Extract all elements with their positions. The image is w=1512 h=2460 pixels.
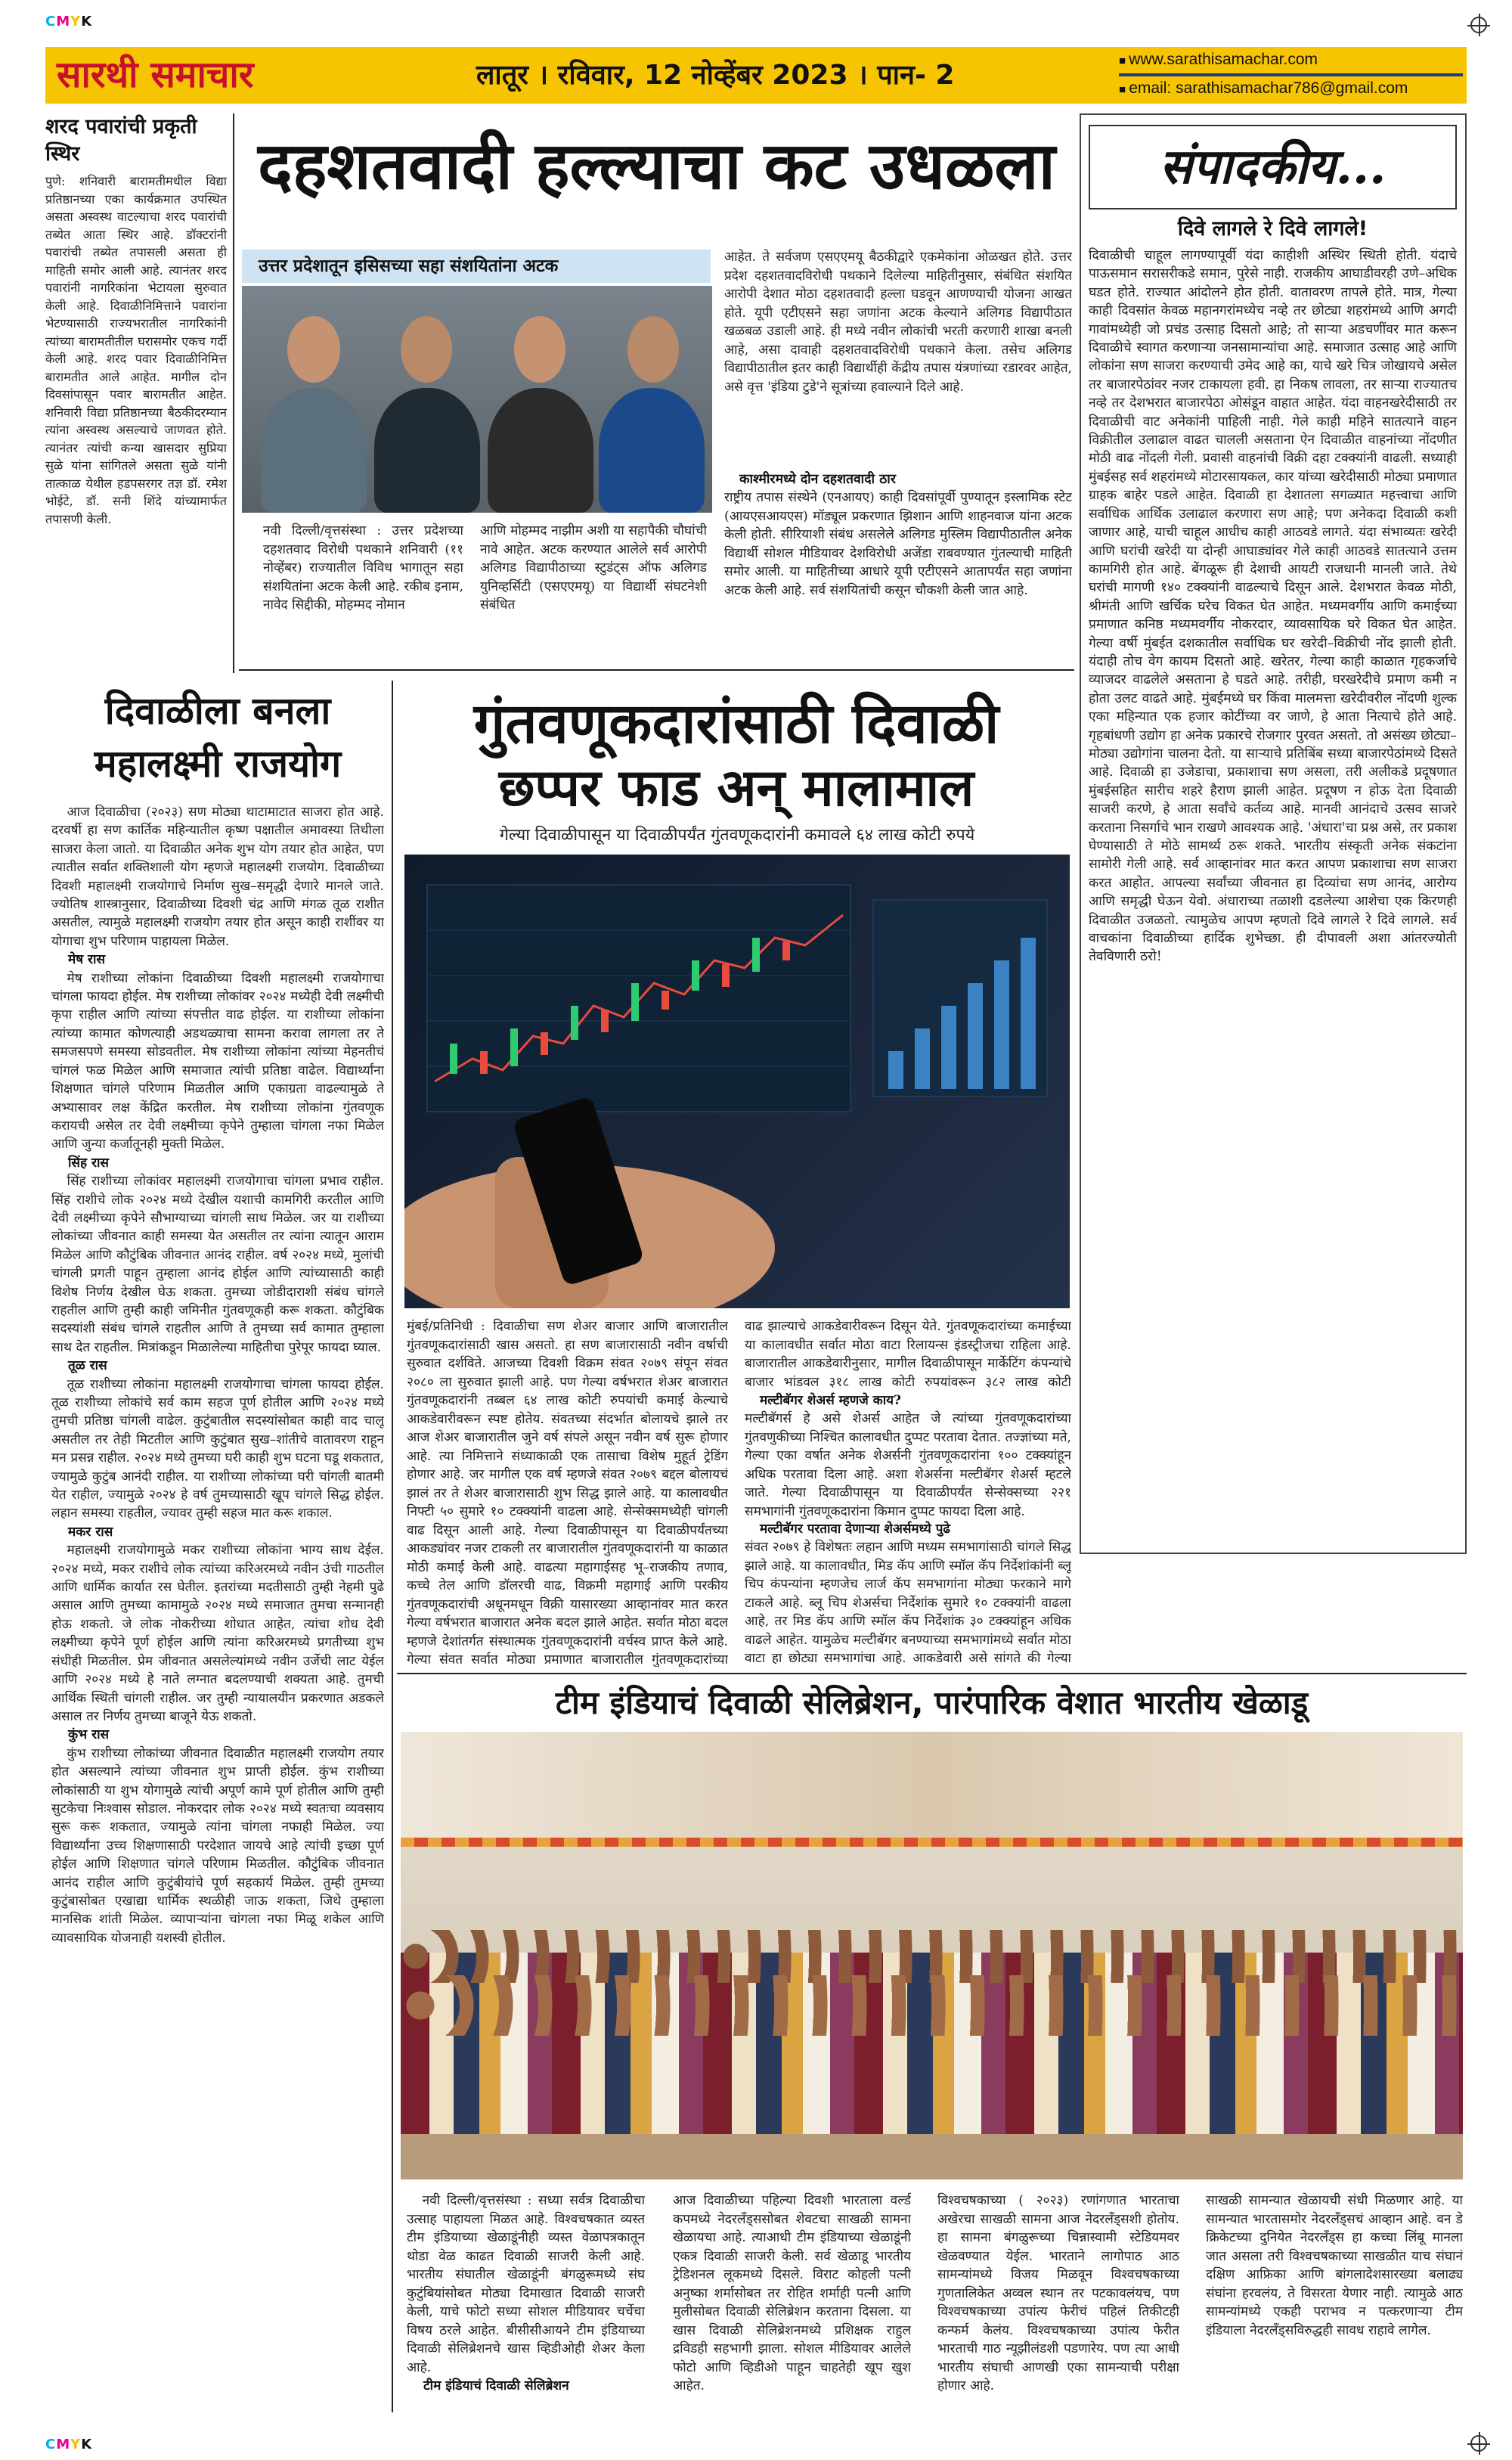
terror-col3-subhead: काश्मीरमध्ये दोन दहशतवादी ठार [739, 472, 896, 487]
cricket-col2: आज दिवाळीच्या पहिल्या दिवशी भारताला वर्ल्ड कपमध्ये नेदरलँड्ससोबत शेवटचा साखळी सामना खेळायचा आहे. त्याआधी टीम इंडियाच्या खेळाडूंनी एकत्र दिवाळी साजरी केली. सर्व खेळाडू भारतीय ट्रेडिशनल लूकमध्ये दिसले. विराट कोहली पत्नी अनुष्का शर्मासोबत तर रोहित शर्माही पत्नी आणि मुलीसोबत दिवाळी सेलिब्रेशन करताना दिसला. या खास दिवाळी सेलिब्रेशनमध्ये प्रशिक्षक राहुल द्रविडही सहभागी झाला. सोशल मीडियावर आलेले फोटो आणि व्हिडीओ पाहून चाहतेही खूप खुश आहेत. [673, 2193, 911, 2393]
dateline: लातूर । रविवार, 12 नोव्हेंबर 2023 । पान- 2 [476, 60, 955, 91]
section-divider [239, 669, 1074, 671]
terror-col3-text: आहेत. ते सर्वजण एसएएमयू बैठकीद्वारे एकमेकांना ओळखत होते. उत्तर प्रदेश दहशतवादविरोधी पथकाने दिलेल्या माहितीनुसार, संबंधित संशयित आरोपी देशात मोठा दहशतवादी हल्ला घडवून आणण्याची योजना आखत होते. यूपी एटीएसने सहा जणांना अटक केल्याने अलिगड विद्यापीठात खळबळ उडाली आहे. ही मध्ये नवीन लोकांची भरती करणारी शाखा बनली आहे, असा दावाही दहशतवादविरोधी पथकाने केला. तसेच अलिगड विद्यापीठातील इतर काही विद्यार्थीही केंद्रीय तपास यंत्रणांच्या रडारवर आहेत, असे वृत्त 'इंडिया टुडे'ने सूत्रांच्या हवाल्याने दिले आहे. [724, 250, 1072, 395]
astro-body [51, 803, 384, 2406]
stock-chart-photo [404, 855, 1070, 1308]
terror-col3b-text: राष्ट्रीय तपास संस्थेने (एनआयए) काही दिवसांपूर्वी पुण्यातून इस्लामिक स्टेट (आयएसआयएस) मॉड्यूल प्रकरणात झिशान आणि शाहनवाज यांना अटक केली होती. सीरियाशी संबंध असलेले अलिगड मुस्लिम विद्यापीठातील अनेक विद्यार्थी सोशल मीडियावर देशविरोधी अजेंडा राबवण्यात गुंतल्याची माहिती समोर आली. या माहितीच्या आधारे यूपी एटीएसने आतापर्यंत सहा जणांना अटक केली आहे. सर्व संशयितांची कसून चौकशी केली जात आहे. [724, 490, 1072, 598]
astro-sign-makar: मकर रास [68, 1524, 113, 1540]
cricket-headline: टीम इंडियाचं दिवाळी सेलिब्रेशन, पारंपारिक वेशात भारतीय खेळाडू [555, 1684, 1309, 1721]
terror-col3 [724, 248, 1072, 655]
market-col1: मुंबई/प्रतिनिधी : दिवाळीचा सण शेअर बाजार आणि बाजारातील गुंतवणूकदारांसाठी खास असतो. हा सण बाजारासाठी नवीन वर्षाची सुरुवात दर्शविते. आजच्या दिवशी विक्रम संवत २०७९ संपून संवत २०८० ला सुरुवात झाली आहे. पण गेल्या वर्षभरात शेअर बाजारात गुंतवणूकदारांनी तब्बल ६४ लाख कोटी रुपयांची कमाई केल्याचे आकडेवारीवरून स्पष्ट होतेय. संवतच्या संदर्भात बोलायचे झाले तर आज शेअर बाजारातील जुने वर्ष संपले असून नवीन वर्ष सुरू होणार आहे. त्या निमित्ताने संध्याकाळी एक तासाचा विशेष मुहूर्त ट्रेडिंग होणार आहे. जर मागील एक वर्ष म्हणजे संवत २०७९ बद्दल बोलायचं झालं तर ते शेअर बाजारासाठी शुभ सिद्ध झाले आहे. या कालावधीत निफ्टी ५० सुमारे १० टक्क्यांनी वाढला आहे. सेन्सेक्समध्येही चांगली वाढ दिसून आली आहे. गेल्या दिवाळीपासून या दिवाळीपर्यंतच्या आकड्यांवर नजर टाकली तर बाजारातील गुंतवणूकदारांनी या काळात मोठी कमाई केली आहे. वाढत्या महागाईसह भू–राजकीय तणाव, कच्चे तेल आणि डॉलरची वाढ, विक्रमी महागाई आणि परकीय गुंतवणूकदारांची अधूनमधून विक्री यासारख्या आव्हानांवर मात करत गेल्या वर्षभरात बाजारात अनेक बदल झाले आहेत. सर्वात मोठा बदल म्हणजे देशांतर्गत संस्थात्मक गुंतवणूकदारांनी वर्चस्व प्राप्त केले आहे. गेल्या संवत सर्वात मोठ्या प्रमाणात बाजारातील गुंतवणूकदारांच्या [407, 1319, 728, 1667]
market-subhead-multibagger: मल्टीबॅगर शेअर्स म्हणजे काय? [760, 1393, 901, 1408]
section-divider [397, 1673, 1467, 1674]
astro-sign-simha: सिंह रास [68, 1155, 109, 1171]
astro-para-simha: सिंह राशीच्या लोकांवर महालक्ष्मी राजयोगाचा चांगला प्रभाव राहील. सिंह राशीचे लोक २०२४ मध्ये देखील यशाची कामगिरी करतील आणि देवी लक्ष्मीच्या कृपेने सौभाग्याच्या चांगली साथ मिळेल. जर या राशीच्या लोकांच्या जीवनात काही समस्या येत असतील तर त्यांना त्यातून आराम मिळेल आणि कौटुंबिक जीवनात आनंद राहील. वर्ष २०२४ मध्ये, मुलांची चांगली प्रगती पाहून तुम्हाला आनंद होईल आणि त्यांच्यासाठी काही विशेष निर्णय देखील घेऊ शकता. तुमच्या जोडीदाराशी संबंध चांगले राहतील आणि तुम्ही काही जमिनीत गुंतवणूकही करू शकता. कौटुंबिक सदस्यांशी संबंध चांगले राहतील आणि ते तुमच्या सर्व कामात तुम्हाला साथ देत राहतील. मित्रांकडून मिळालेल्या माहितीचा पुरेपूर फायदा घ्याल. [51, 1174, 384, 1355]
market-subhead: गेल्या दिवाळीपासून या दिवाळीपर्यंत गुंतवणूकदारांनी कमावले ६४ लाख कोटी रुपये [499, 826, 975, 845]
cmyk-mark-bottom: CMYK [45, 2437, 93, 2452]
terror-suspects-photo [242, 286, 712, 513]
astro-sign-tula: तूळ रास [68, 1358, 107, 1374]
market-headline-line1: गुंतवणूकदारांसाठी दिवाळी [473, 691, 999, 756]
astro-sign-kumbh: कुंभ रास [68, 1727, 110, 1743]
registration-mark-icon [1470, 17, 1487, 33]
terror-headline: दहशतवादी हल्ल्याचा कट उधळला [258, 128, 1055, 204]
cricket-col1-subhead: टीम इंडियाचं दिवाळी सेलिब्रेशन [423, 2378, 569, 2393]
brief-article [45, 113, 227, 635]
astro-sign-mesh: मेष रास [68, 952, 106, 968]
cricket-col3: विश्वचषकाच्या ( २०२३) रणांगणात भारताचा अखेरचा साखळी सामना आज नेदरलँड्सशी होतोय. हा सामना बंगळुरूच्या चिन्नास्वामी स्टेडियमवर खेळवण्यात येईल. भारताने लागोपाठ आठ सामन्यांमध्ये विजय मिळवून विश्वचषकाच्या गुणतालिकेत अव्वल स्थान तर पटकावलंयच, पण विश्वचषकाच्या उपांत्य फेरीचं पहिलं तिकीटही कन्फर्म केलंय. विश्वचषकाच्या उपांत्य फेरीत भारताची गाठ न्यूझीलंडशी पडणारेय. पण त्या आधी भारतीय संघाची आणखी एका सामन्याची परीक्षा होणार आहे. [937, 2193, 1179, 2393]
cricket-col1-text: नवी दिल्ली/वृत्तसंस्था : सध्या सर्वत्र दिवाळीचा उत्साह पाहायला मिळत आहे. विश्वचषकात व्यस्त टीम इंडियाच्या खेळाडूंनीही व्यस्त वेळापत्रकातून थोडा वेळ काढत दिवाळी साजरी केली आहे. भारतीय संघातील खेळाडूंनी बंगळुरूमध्ये संघ कुटुंबियांसोबत मोठ्या दिमाखात दिवाळी साजरी केली, याचे फोटो सध्या सोशल मीडियावर चर्चेचा विषय ठरले आहेत. बीसीसीआयने टीम इंडियाच्या दिवाळी सेलिब्रेशनचे खास व्हिडीओही शेअर केला आहे. [407, 2193, 645, 2375]
column-divider [233, 113, 234, 673]
astro-headline: दिवाळीला बनला महालक्ष्मी राजयोग [94, 689, 342, 786]
brief-title: शरद पवारांची प्रकृती स्थिर [45, 115, 197, 166]
stock-screen-graphic [404, 855, 1070, 1308]
terror-col2: आणि मोहम्मद नाझीम अशी या सहापैकी चौघांची नावे आहेत. अटक करण्यात आलेले सर्व आरोपी अलिगड विद्यापीठाच्या स्टुडंट्स ऑफ अलिगड युनिव्हर्सिटी (एसएएमयू) या विद्यार्थी संघटनेशी संबंधित [480, 523, 707, 613]
editorial-title: दिवे लागले रे दिवे लागले! [1177, 217, 1368, 240]
email-link[interactable]: ■ email: sarathisamachar786@gmail.com [1119, 77, 1408, 101]
website-link[interactable]: ■ www.sarathisamachar.com [1119, 48, 1408, 73]
contact-divider [1119, 73, 1463, 76]
editorial-banner: संपादकीय... [1089, 125, 1457, 209]
cricket-col4: साखळी सामन्यात खेळायची संधी मिळणार आहे. या सामन्यात भारतासमोर नेदरलँड्सचं आव्हान आहे. वन डे क्रिकेटच्या दुनियेत नेदरलँड्स हा कच्चा लिंबू मानला जात असला तरी विश्वचषकाच्या साखळीत याच संघानं दक्षिण आफ्रिका आणि बांगलादेशसारख्या बलाढ्य संघांना हरवलंय, ते विसरता येणार नाही. त्यामुळे आठ सामन्यांमध्ये एकही पराभव न पत्करणाऱ्या टीम इंडियाला नेदरलँड्सविरुद्धही सावध राहावे लागेल. [1206, 2193, 1463, 2338]
editorial-body: दिवाळीची चाहूल लागण्यापूर्वी यंदा काहीशी अस्थिर स्थिती होती. यंदाचे पाऊसमान सरासरीकडे समान, पुरेसे नाही. राजकीय आघाडीवरही उणे–अधिक घडत होते. राज्यात आंदोलने होत होती. वातावरण तापले होते. मात्र, गेल्या काही दिवसांत केवळ महानगरांमध्येच नव्हे तर छोट्या शहरांमध्ये आणि अगदी गावांमध्येही जो प्रचंड उत्साह दिसतो आहे; तो साऱ्या अडचणींवर मात करून दिवाळीचे स्वागत करणाऱ्या जनसामान्यांचा आहे. समाजात उत्साह आहे आणि लोकांना सण साजरा करण्याची उमेद आहे का, याचे खरे चित्र जोखायचे असेल तर बाजारपेठांवर नजर टाकायला हवी. हा निकष लावला, तर साऱ्या राज्यातच नव्हे तर देशभरात बाजारपेठा ओसंडून वाहात आहेत. यंदा वाहनखरेदीसाठी तर दिवाळीची वाट अनेकांनी पाहिली नाही. गेले काही महिने सातत्याने वाहन विक्रीतील उलाढाल वाढत चालली असताना ऐन दिवाळीत वाहनांच्या नोंदणीत मोठी वाढ नोंदली गेली. प्रवासी वाहनांची विक्री दहा टक्क्यांनी वाढली. सध्याही मुंबईसह सर्व शहरांमध्ये मोटारसायकल, कार यांच्या खरेदीसाठी मोठ्या प्रमाणात ग्राहक बाहेर पडले आहेत. दिवाळी हा देशातला सगळ्यात महत्त्वाचा आणि सर्वाधिक आर्थिक उलाढाल करणारा सण आहे; पण अनेकदा दिवाळी कशी जाणार आहे, याची चाहूल आधीच काही आठवडे लागते. यंदा संभाव्यतः खरेदी आणि घरांची खरेदी या दोन्ही आघाड्यांवर गेले काही आठवडे सातत्याने उत्तम कामगिरी होत आहे. बेंगळूरू ही देशाची आयटी राजधानी मानली जाते. तेथे घरांची मागणी १४० टक्क्यांनी वाढल्याचे दिसून आले. देशभरात केवळ मोठी, श्रीमंती आणि खर्चिक घरेच विकत घेत आहेत. मध्यमवर्गीय आणि कमाईच्या प्रमाणात कनिष्ठ मध्यमवर्गीय नोकरदार, व्यावसायिक घरे विकत घेत आहेत. गेल्या वर्षी मुंबईत दशकातील सर्वाधिक घर खरेदी–विक्रीची नोंद झाली होती. यंदाही तोच वेग कायम दिसतो आहे. खरेतर, गेल्या काही काळात गृहकर्जाचे व्याजदर वाढलेले असताना हे घडते आहे. तरीही, घरखरेदीचे प्रमाण कमी न होता उलट वाढते आहे. मुंबईमध्ये घर किंवा मालमत्ता खरेदीवरील नोंदणी शुल्क एका महिन्यात एक हजार कोटींच्या वर जाणे, हे आता नित्याचे होते आहे. गृहबांधणी उद्योग हा अनेक प्रकारचे रोजगार पुरवत असतो. तो असंख्य छोट्या–मोठ्या उद्योगांना चालना देतो. या साऱ्याचे प्रतिबिंब सध्या बाजारपेठांमध्ये दिसते आहे. दिवाळी हा उजेडाचा, प्रकाशाचा सण असला, तरी अलीकडे प्रदूषणात मुंबईसहित सारीच शहरे हैराण झाली आहेत. प्रदूषण न होऊ देता दिवाळी साजरी करणे, हे आता सर्वांचे कर्तव्य आहे. मानवी आनंदाचे उत्सव साजरे करताना निसर्गाचे भान राखणे आवश्यक आहे. 'अंधारा'चा प्रश्न असे, तर प्रकाश घेण्यासाठी ते मोठे सामर्थ्य ठरू शकते. भारतीय संस्कृती अनेक संकटांना सामोरी गेली आहे. सर्व आव्हानांवर मात करत आपण प्रकाशाचा सण साजरा करत आहोत. आपल्या सर्वांच्या जीवनात हा दिव्यांचा सण आनंद, आरोग्य आणि समृद्धी घेऊन येवो. अंधाराच्या तळाशी दडलेल्या आशेचा एक किरणही दिवाळीत उजळतो. त्यामुळेच आपण म्हणतो दिवे लागले रे दिवे लागले. सर्व वाचकांना दिवाळीच्या हार्दिक शुभेच्छा. ही दीपावली अशा आंतरज्योती तेवविणारी ठरो! [1089, 248, 1457, 965]
astro-intro: आज दिवाळीचा (२०२३) सण मोठ्या थाटामाटात साजरा होत आहे. दरवर्षी हा सण कार्तिक महिन्यातील कृष्ण पक्षातील अमावस्या तिथीला साजरा केला जातो. या दिवाळीत अनेक शुभ योग तयार होत आहेत, पण त्यातील सर्वात शक्तिशाली योग म्हणजे महालक्ष्मी राजयोग. दिवाळीच्या दिवशी महालक्ष्मी राजयोगाचे निर्माण सुख–समृद्धी देणारे मानले जाते. ज्योतिष शास्त्रानुसार, दिवाळीच्या दिवशी चंद्र आणि मंगळ तूळ राशीत असतील, त्यामुळे महालक्ष्मी राजयोग तयार होत असून काही राशींवर या योगाचा शुभ परिणाम पाहायला मिळेल. [51, 805, 384, 949]
astro-para-mesh: मेष राशीच्या लोकांना दिवाळीच्या दिवशी महालक्ष्मी राजयोगाचा चांगला फायदा होईल. मेष राशीच्या लोकांवर २०२४ मध्येही देवी लक्ष्मीची कृपा राहील आणि त्यांच्या संपत्तीत वाढ होईल. या राशीच्या लोकांना त्यांच्या कामात कोणत्याही अडथळ्याचा सामना करावा लागला तर ते समजसपणे समस्या सोडवतील. मेष राशीच्या लोकांना त्यांच्या मेहनतीचं चांगलं फळ मिळेल आणि समाजात त्यांची प्रतिष्ठा वाढेल. विद्यार्थ्यांना शिक्षणात चांगले परिणाम मिळतील आणि एकाग्रता वाढल्यामुळे ते अभ्यासावर लक्ष केंद्रित करतील. मेष राशीच्या लोकांना गुंतवणूक करायची असेल तर देवी लक्ष्मीच्या कृपेने तुम्हाला चांगला नफा मिळेल आणि जुन्या कर्जातूनही मुक्ती मिळेल. [51, 970, 384, 1152]
cmyk-mark-top: CMYK [45, 14, 93, 29]
registration-mark-icon [1470, 2435, 1487, 2452]
market-col2c-text: संवत २०७९ हे विशेषतः लहान आणि मध्यम समभागांसाठी चांगले सिद्ध झाले आहे. या कालावधीत, मिड कॅप आणि स्मॉल कॅप निर्देशांकांनी ब्लू चिप कंपन्यांना म्हणजेच लार्ज कॅप समभागांना मोठ्या फरकाने मागे टाकले आहे. ब्लू चिप शेअर्सचा निर्देशांक सुमारे १० टक्क्यांनी वाढला आहे, तर मिड कॅप आणि स्मॉल कॅप निर्देशांक ३० टक्क्यांहून अधिक वाढले आहेत. यामुळेच मल्टीबॅगर बनण्याच्या समभागांमध्ये सर्वात मोठा वाटा हा छोट्या समभागांचा आहे. आकडेवारी असे सांगते की गेल्या [745, 1540, 1071, 1666]
brief-body: पुणे: शनिवारी बारामतीमधील विद्या प्रतिष्ठानच्या एका कार्यक्रमात उपस्थित असता अस्वस्थ वाटल्याचा शरद पवारांची तब्येत आता स्थिर आहे. डॉक्टरांनी पवारांची तब्येत तपासली असता ही माहिती समोर आली आहे. त्यानंतर शरद पवारांनी नागरिकांना भेटायला सुरुवात केली आहे. दिवाळीनिमित्ताने पवारांना भेटण्यासाठी राज्यभरातील नागरिकांनी त्यांच्या बारामतीतील घरासमोर एकच गर्दी केली आहे. शरद पवार दिवाळीनिमित्त बारामतीत आले आहेत. मागील दोन दिवसांपासून पवार बारामतीत आहेत. शनिवारी विद्या प्रतिष्ठानच्या बैठकीदरम्यान त्यांना अस्वस्थ असल्याचे जाणवत होते. त्यानंतर त्यांची कन्या खासदार सुप्रिया सुळे यांना सांगितले असता सुळे यांनी तात्काळ येथील हडपसरगर तज्ञ डॉ. रमेश भोईटे, डॉ. सनी शिंदे यांच्यामार्फत तपासणी केली. [45, 174, 227, 526]
terror-col1: नवी दिल्ली/वृत्तसंस्था : उत्तर प्रदेशच्या दहशतवाद विरोधी पथकाने शनिवारी (११ नोव्हेंबर) राज्यातील विविध भागातून सहा संशयितांना अटक केली आहे. रकीब इनाम, नावेद सिद्दीकी, मोहम्मद नोमान [263, 523, 463, 613]
terror-subhead: उत्तर प्रदेशातून इसिसच्या सहा संशयितांना अटक [242, 250, 711, 283]
cricket-col1 [407, 2192, 645, 2411]
market-subhead-smallcaps: मल्टीबॅगर परतावा देणाऱ्या शेअर्समध्ये पुढे [760, 1522, 950, 1537]
newspaper-name: सारथी समाचार [57, 54, 254, 96]
market-col2b-text: मल्टीबॅगर्स हे असे शेअर्स आहेत जे त्यांच्या गुंतवणूकदारांच्या गुंतवणुकीच्या निश्चित कालावधीत दुप्पट परतावा देतात. तज्ज्ञांच्या मते, गेल्या एका वर्षात अनेक शेअर्सनी गुंतवणूकदारांना १०० टक्क्यांहून अधिक परतावा दिला आहे. अशा शेअर्सना मल्टीबॅगर शेअर्स म्हटले जाते. गेल्या दिवाळीपासून या दिवाळीपर्यंत सेन्सेक्सच्या २२१ समभागांनी गुंतवणूकदारांना किमान दुप्पट फायदा दिला आहे. [745, 1411, 1071, 1519]
market-col2-text: वाढ झाल्याचे आकडेवारीवरून दिसून येते. गुंतवणूकदारांच्या कमाईच्या या कालावधीत सर्वात मोठा वाटा रिलायन्स इंडस्ट्रीजचा राहिला आहे. बाजारातील आकडेवारीनुसार, मागील दिवाळीपासून मार्केटिंग कंपन्यांचे बाजार भांडवल ३१८ लाख कोटी रुपयांवरून ३८२ लाख कोटी [745, 1319, 1071, 1390]
market-col2 [745, 1317, 1071, 1667]
team-india-diwali-photo [401, 1732, 1463, 2179]
market-headline-line2: छप्पर फाड अन् मालामाल [498, 758, 974, 818]
astro-para-kumbh: कुंभ राशीच्या लोकांच्या जीवनात दिवाळीत महालक्ष्मी राजयोग तयार होत असल्याने त्यांच्या जीवनात शुभ प्राप्ती होईल. कुंभ राशीच्या लोकांसाठी या शुभ योगामुळे त्यांची अपूर्ण कामे पूर्ण होतील आणि तुम्ही सुटकेचा निःश्वास सोडाल. नोकरदार लोक २०२४ मध्ये स्वतःचा व्यवसाय सुरू करू शकतात, ज्यामुळे त्यांना चांगला नफाही मिळेल. ज्या विद्यार्थ्यांना उच्च शिक्षणासाठी परदेशात जायचे आहे त्यांची इच्छा पूर्ण होईल आणि शिक्षणात चांगले परिणाम मिळतील. कौटुंबिक जीवनात आनंद राहील आणि कुटुंबीयांचे पूर्ण सहकार्य मिळेल. तुम्ही तुमच्या कुटुंबासोबत एखाद्या धार्मिक स्थळीही जाऊ शकता, जिथे तुम्हाला मानसिक शांती मिळेल. व्यापाऱ्यांना चांगला नफा मिळू शकेल आणि व्यावसायिक योजनाही यशस्वी होतील. [51, 1745, 384, 1946]
column-divider [392, 681, 393, 2412]
astro-para-makar: महालक्ष्मी राजयोगामुळे मकर राशीच्या लोकांना भाग्य साथ देईल. २०२४ मध्ये, मकर राशीचे लोक त्यांच्या करिअरमध्ये नवीन उंची गाठतील आणि धार्मिक कार्यात रस घेतील. इतरांच्या मदतीसाठी तुम्ही नेहमी पुढे असाल आणि तुमच्या कामामुळे २०२४ मध्ये समाजात तुमचा सन्मानही होऊ शकतो. जे लोक नोकरीच्या शोधात आहेत, त्यांचा शोध देवी लक्ष्मीच्या कृपेने पूर्ण होईल आणि त्यांना करिअरमध्ये प्रगतीच्या शुभ संधीही मिळतील. प्रेम जीवनात असलेल्यांमध्ये नवीन उर्जेची लाट येईल आणि २०२४ मध्ये हे नाते लग्नात बदलण्याची शक्यता आहे. तुमची आर्थिक स्थिती चांगली राहील. जर तुम्ही न्यायालयीन प्रकरणात अडकले असाल तर निर्णय तुमच्या बाजूने येऊ शकतो. [51, 1543, 384, 1724]
astro-para-tula: तूळ राशीच्या लोकांना महालक्ष्मी राजयोगाचा चांगला फायदा होईल. तूळ राशीच्या लोकांचे सर्व काम सहज पूर्ण होतील आणि २०२४ मध्ये तुमची प्रतिष्ठा चांगली वाढेल. कुटुंबातील सदस्यांसोबत काही वाद चालू असतील तर तेही मिटतील आणि कुटुंबात सुख–शांतीचे वातावरण राहून मन प्रसन्न राहील. २०२४ मध्ये तुमच्या घरी काही शुभ घटना घडू शकतात, ज्यामुळे कुटुंब आनंदी राहील. या राशीच्या लोकांच्या घरी चांगली बातमी येत राहील, ज्यामुळे २०२४ हे वर्ष तुमच्यासाठी खूप चांगले सिद्ध होईल. लहान समस्या राहतील, ज्यावर तुम्ही सहज मात करू शकाल. [51, 1376, 384, 1522]
